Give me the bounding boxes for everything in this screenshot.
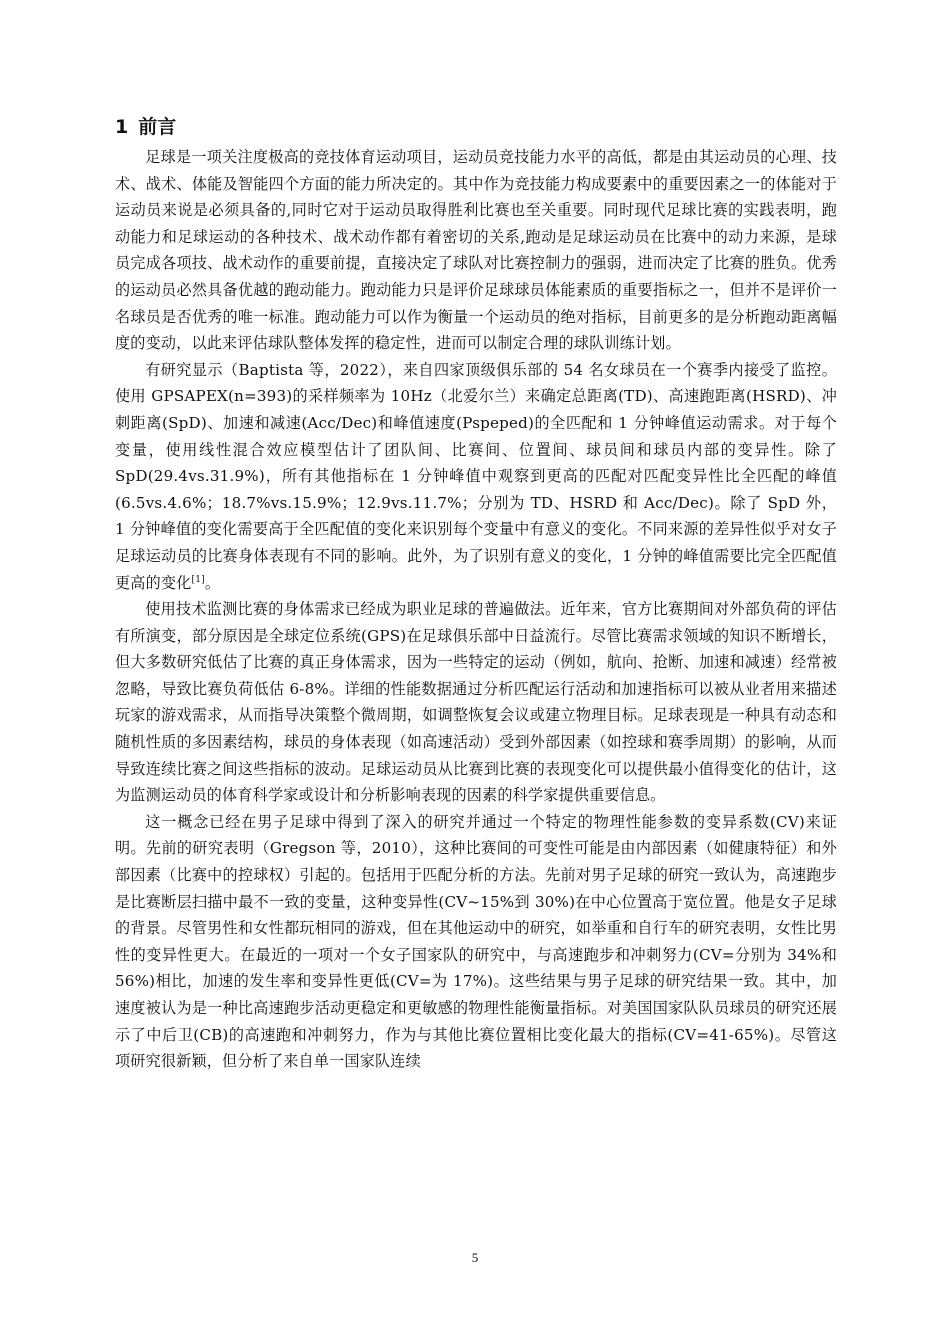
page-number: 5 [471,1250,479,1265]
paragraph-4 [115,809,837,1075]
section-number: 1 [115,116,129,138]
paragraph-1-text: 足球是一项关注度极高的竞技体育运动项目，运动员竞技能力水平的高低，都是由其运动员的心理、技术、战术、体能及智能四个方面的能力所决定的。其中作为竞技能力构成要素中的重要因素之一的体能对于运动员来说是必须具备的,同时它对于运动员取得胜利比赛也至关重要。同时现代足球比赛的实践表明，跑动能力和足球运动的各种技术、战术动作都有着密切的关系,跑动是足球运动员在比赛中的动力来源，是球员完成各项技、战术动作的重要前提，直接决定了球队对比赛控制力的强弱，进而决定了比赛的胜负。优秀的运动员必然具备优越的跑动能力。跑动能力只是评价足球球员体能素质的重要指标之一，但并不是评价一名球员是否优秀的唯一标准。跑动能力可以作为衡量一个运动员的绝对指标，目前更多的是分析跑动距离幅度的变动，以此来评估球队整体发挥的稳定性，进而可以制定合理的球队训练计划。 [115,148,837,353]
paragraph-4-text: 这一概念已经在男子足球中得到了深入的研究并通过一个特定的物理性能参数的变异系数(CV)来证明。先前的研究表明（Gregson 等，2010），这种比赛间的可变性可能是由内部因素（如健康特征）和外部因素（比赛中的控球权）引起的。包括用于匹配分析的方法。先前对男子足球的研究一致认为，高速跑步是比赛断层扫描中最不一致的变量，这种变异性(CV~15%到 30%)在中心位置高于宽位置。他是女子足球的背景。尽管男性和女性都玩相同的游戏，但在其他运动中的研究，如举重和自行车的研究表明，女性比男性的变异性更大。在最近的一项对一个女子国家队的研究中，与高速跑步和冲刺努力(CV=分别为 34%和 56%)相比，加速的发生率和变异性更低(CV=为 17%)。这些结果与男子足球的研究结果一致。其中，加速度被认为是一种比高速跑步活动更稳定和更敏感的物理性能衡量指标。对美国国家队队员球员的研究还展示了中后卫(CB)的高速跑和冲刺努力，作为与其他比赛位置相比变化最大的指标(CV=41-65%)。尽管这项研究很新颖，但分析了来自单一国家队连续 [115,812,837,1071]
paragraph-3 [115,596,837,809]
section-heading [115,112,837,142]
paragraph-2 [115,357,837,596]
page-body [115,112,837,1075]
section-title: 前言 [138,116,177,138]
paragraph-3-text: 使用技术监测比赛的身体需求已经成为职业足球的普遍做法。近年来，官方比赛期间对外部负荷的评估有所演变，部分原因是全球定位系统(GPS)在足球俱乐部中日益流行。尽管比赛需求领域的知识不断增长，但大多数研究低估了比赛的真正身体需求，因为一些特定的运动（例如，航向、抢断、加速和减速）经常被忽略，导致比赛负荷低估 6-8%。详细的性能数据通过分析匹配运行活动和加速指标可以被从业者用来描述玩家的游戏需求，从而指导决策整个微周期，如调整恢复会议或建立物理目标。足球表现是一种具有动态和随机性质的多因素结构，球员的身体表现（如高速活动）受到外部因素（如控球和赛季周期）的影响，从而导致连续比赛之间这些指标的波动。足球运动员从比赛到比赛的表现变化可以提供最小值得变化的估计，这为监测运动员的体育科学家或设计和分析影响表现的因素的科学家提供重要信息。 [115,600,837,805]
paragraph-2-text: 有研究显示（Baptista 等，2022），来自四家顶级俱乐部的 54 名女球员在一个赛季内接受了监控。使用 GPSAPEX(n=393)的采样频率为 10Hz（北爱尔兰）来确定总距离(TD)、高速跑距离(HSRD)、冲刺距离(SpD)、加速和减速(Acc/Dec)和峰值速度(Pspeped)的全匹配和 1 分钟峰值运动需求。对于每个变量，使用线性混合效应模型估计了团队间、比赛间、位置间、球员间和球员内部的变异性。除了 SpD(29.4vs.31.9%)，所有其他指标在 1 分钟峰值中观察到更高的匹配对匹配变异性比全匹配的峰值(6.5vs.4.6%；18.7%vs.15.9%；12.9vs.11.7%；分别为 TD、HSRD 和 Acc/Dec)。除了 SpD 外，1 分钟峰值的变化需要高于全匹配值的变化来识别每个变量中有意义的变化。不同来源的差异性似乎对女子足球运动员的比赛身体表现有不同的影响。此外，为了识别有意义的变化，1 分钟的峰值需要比完全匹配值更高的变化 [115,360,837,592]
citation-1[interactable]: [1] [191,574,205,585]
paragraph-2-tail: 。 [204,573,221,592]
paragraph-1 [115,144,837,357]
